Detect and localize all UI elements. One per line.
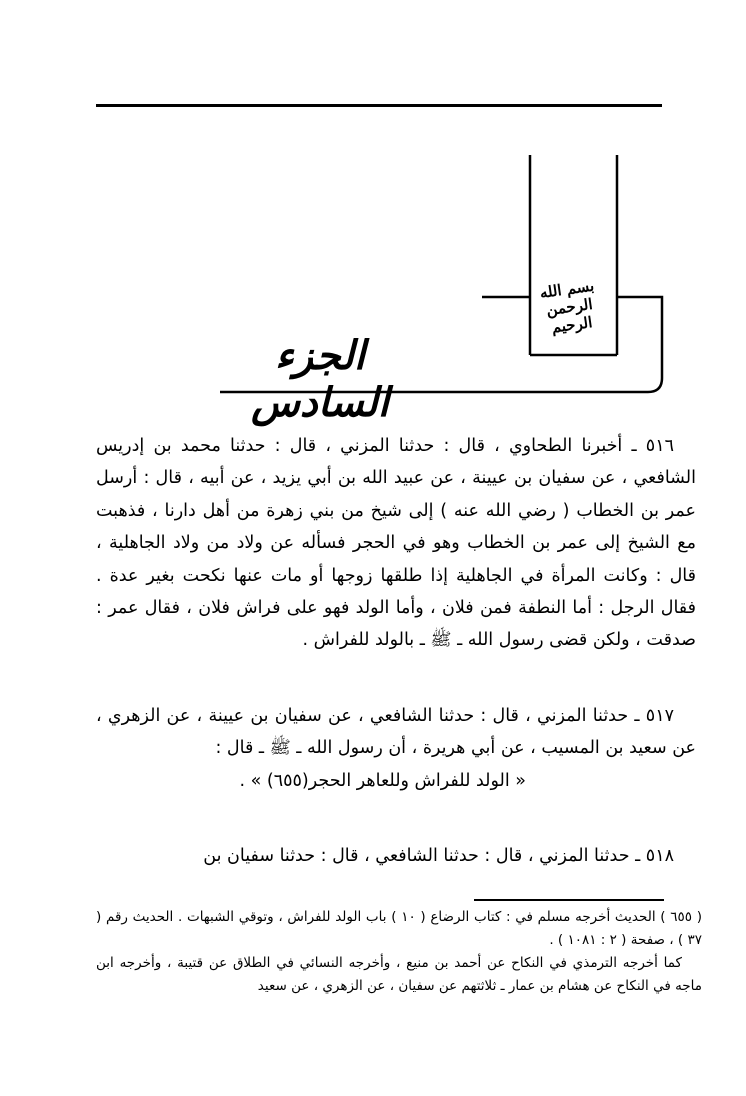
paragraph-517: ٥١٧ ـ حدثنا المزني ، قال : حدثنا الشافعي ، عن سفيان بن عيينة ، عن الزهري ، عن سعيد بن المسيب ، عن أبي هريرة ، أن رسول الله ـ ﷺ ـ قال : [96, 706, 696, 759]
footnote-655-continued: كما أخرجه الترمذي في النكاح عن أحمد بن منيع ، وأخرجه النسائي في الطلاق عن قتيبة ، وأخرجه ابن ماجه في النكاح عن هشام بن عمار ـ ثلاثتهم عن سفيان ، عن الزهري ، عن سعيد [96, 955, 702, 994]
footnote-655: ( ٦٥٥ ) الحديث أخرجه مسلم في : كتاب الرضاع ( ١٠ ) باب الولد للفراش ، وتوقي الشبهات . الحديث رقم ( ٣٧ ) ، صفحة ( ٢ : ١٠٨١ ) . [96, 909, 702, 948]
hadith-516 [96, 430, 696, 657]
paragraph-518: ٥١٨ ـ حدثنا المزني ، قال : حدثنا الشافعي ، قال : حدثنا سفيان بن [203, 846, 674, 866]
hadith-517 [96, 700, 696, 797]
hadith-quote: « الولد للفراش وللعاهر الحجر(٦٥٥) » . [239, 770, 526, 791]
paragraph-516: ٥١٦ ـ أخبرنا الطحاوي ، قال : حدثنا المزني ، قال : حدثنا محمد بن إدريس الشافعي ، عن سفيان بن عيينة ، عن عبيد الله بن أبي يزيد ، عن أبيه ، قال : أرسل عمر بن الخطاب ( رضي الله عنه ) إلى شيخ من بني زهرة من أهل دارنا ، فذهبت مع الشيخ إلى عمر بن الخطاب وهو في الحجر فسأله عن ولاد من ولاد الجاهلية ، قال : وكانت المرأة في الجاهلية إذا طلقها زوجها أو مات عنها نكحت بغير عدة . فقال الرجل : أما النطفة فمن فلان ، وأما الولد فهو على فراش فلان ، فقال عمر : صدقت ، ولكن قضى رسول الله ـ ﷺ ـ بالولد للفراش . [96, 436, 696, 651]
footnote-rule [474, 899, 664, 901]
hadith-518 [96, 840, 696, 872]
footnotes [96, 906, 702, 998]
basmala-calligraphy: بسم الله الرحمن الرحيم [538, 276, 596, 337]
chapter-title: الجزء السادس [251, 332, 389, 426]
